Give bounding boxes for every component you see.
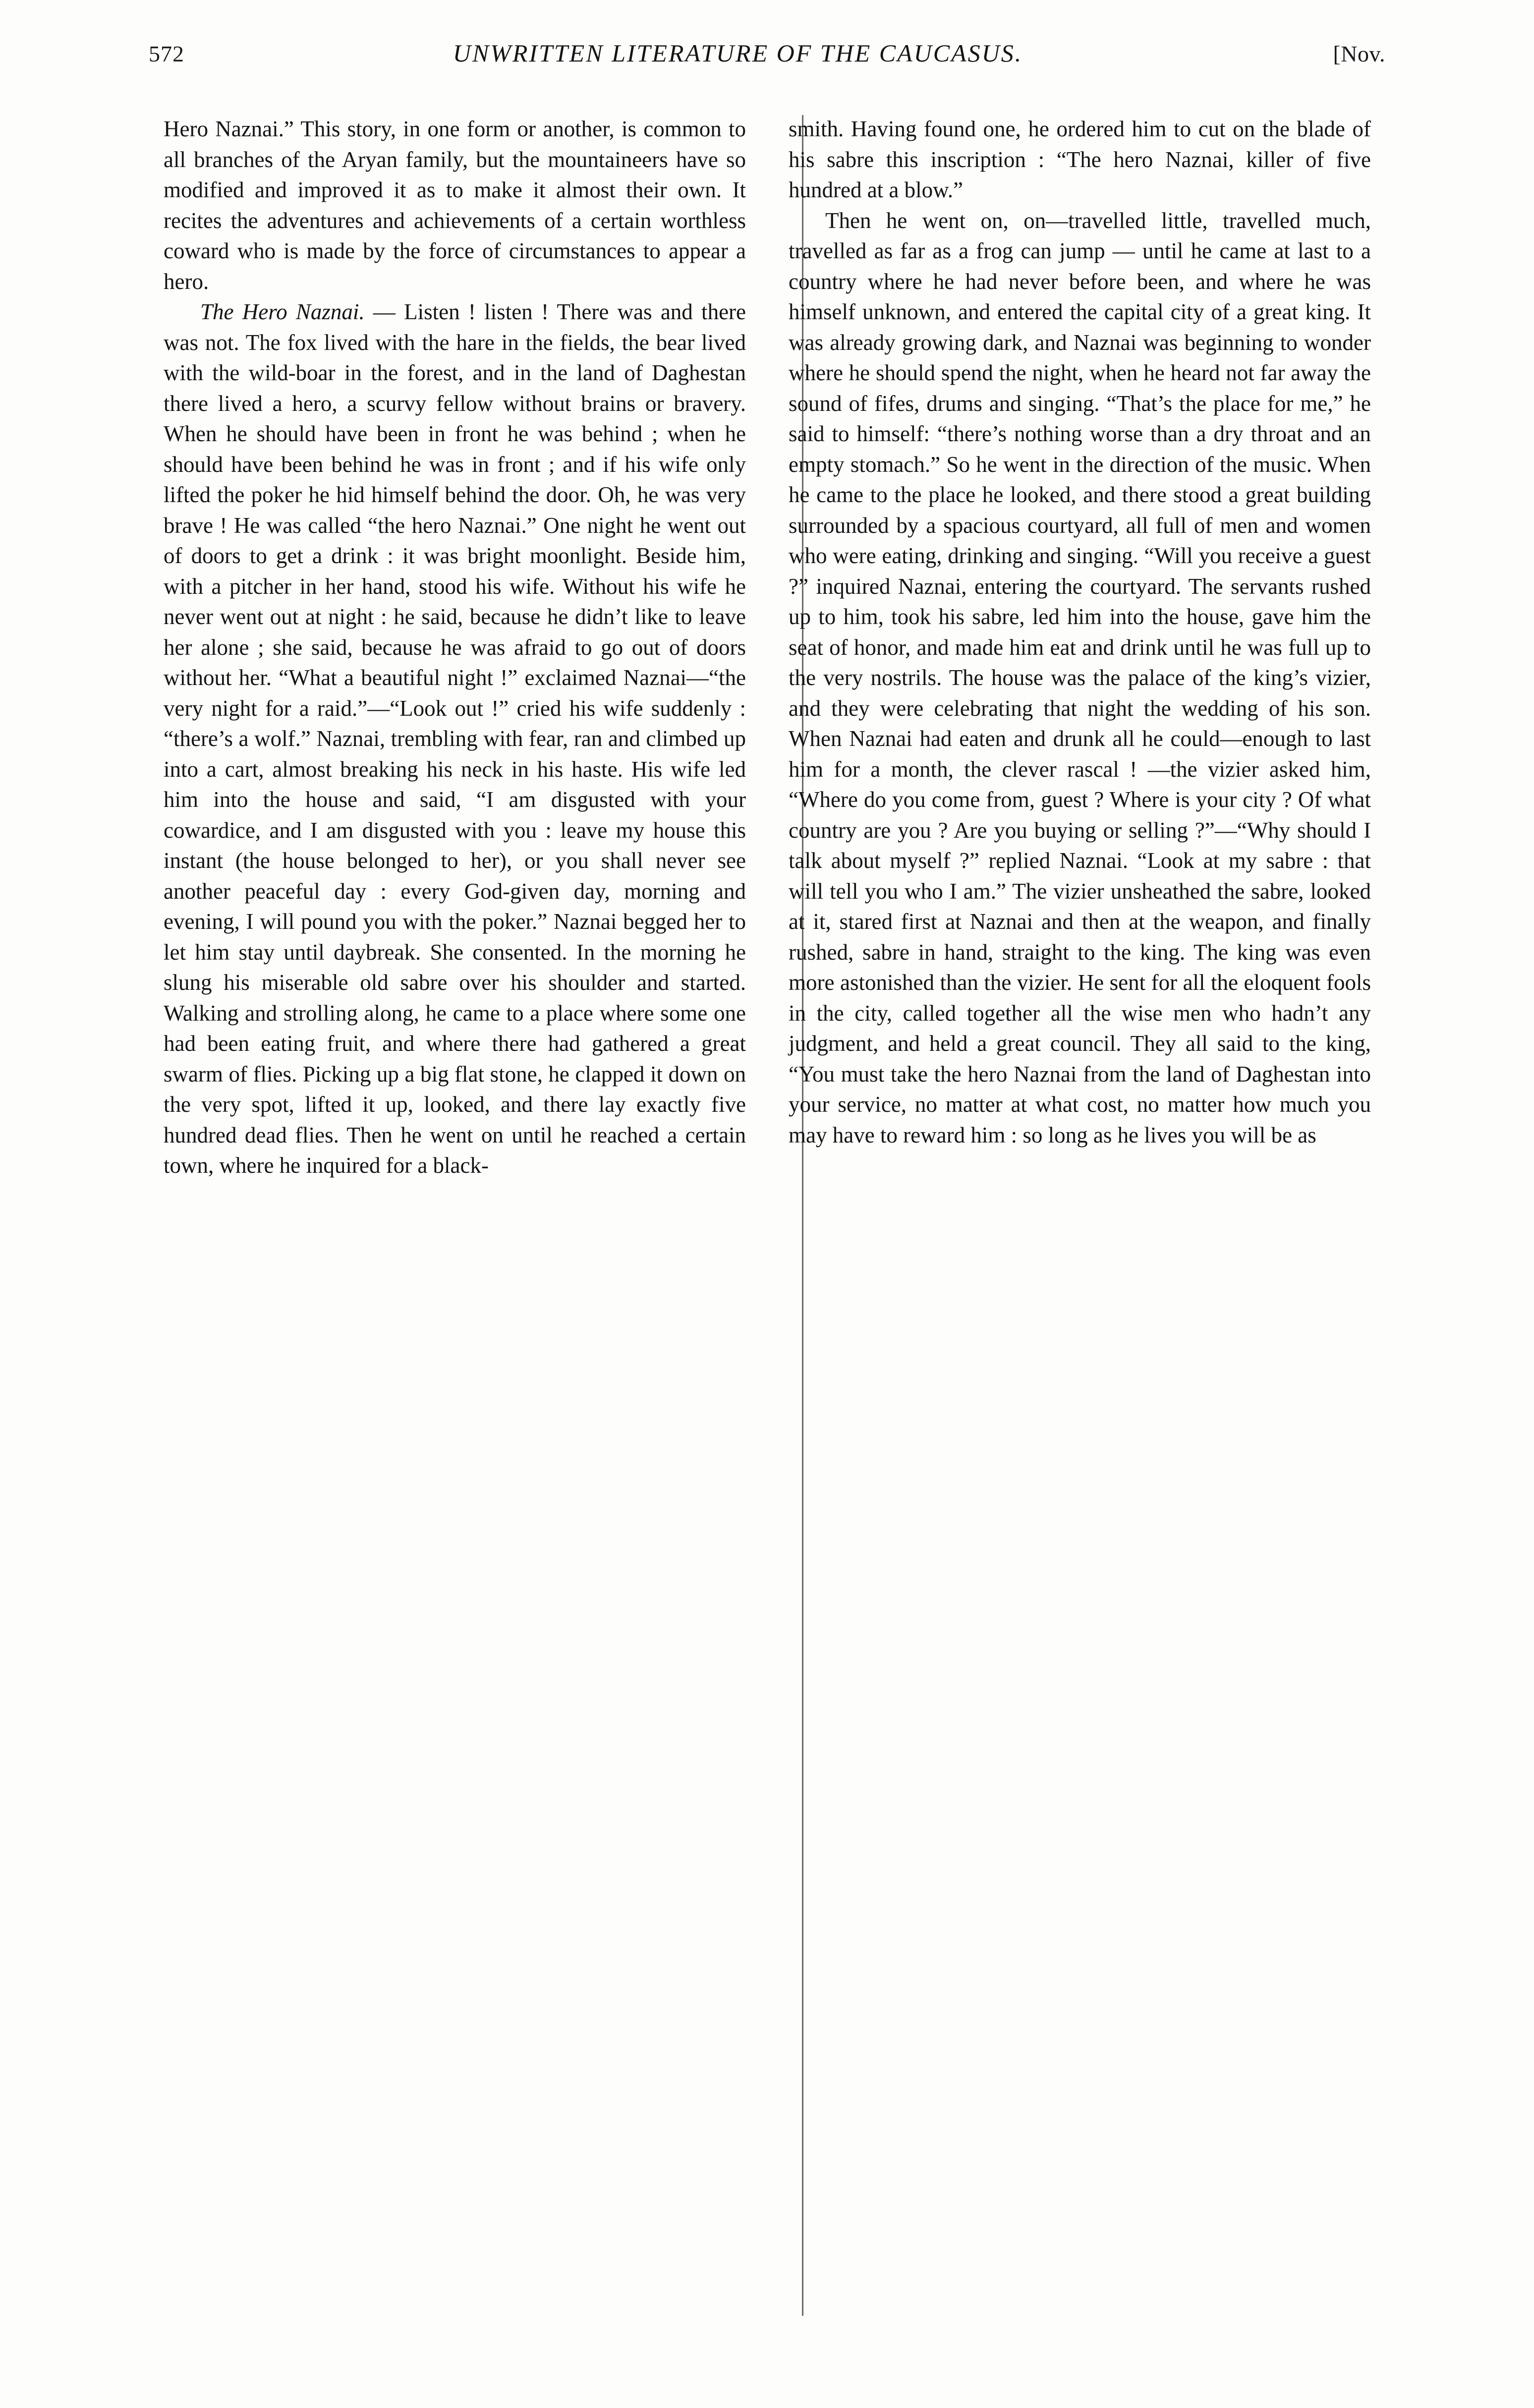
running-title: UNWRITTEN LITERATURE OF THE CAUCASUS.: [453, 39, 1023, 67]
paragraph-journey: Then he went on, on—travelled little, travelled much, travelled as far as a frog can jump — until he came at last to a country where he had never before been, and where he was himself unknown, and entered the capital city of a great king. It was already growing dark, and Naznai was beginning to wonder where he should spend the night, when he heard not far away the sound of fifes, drums and singing. “That’s the place for me,” he said to himself: “there’s nothing worse than a dry throat and an empty stomach.” So he went in the direction of the music. When he came to the place he looked, and there stood a great building surrounded by a spacious courtyard, all full of men and women who were eating, drinking and singing. “Will you receive a guest ?” inquired Naznai, entering the courtyard. The servants rushed up to him, took his sabre, led him into the house, gave him the seat of honor, and made him eat and drink until he was full up to the very nostrils. The house was the palace of the king’s vizier, and they were celebrating that night the wedding of his son. When Naznai had eaten and drunk all he could—enough to last him for a month, the clever rascal ! —the vizier asked him, “Where do you come from, guest ? Where is your city ? Of what country are you ? Are you buying or selling ?”—“Why should I talk about myself ?” replied Naznai. “Look at my sabre : that will tell you who I am.” The vizier unsheathed the sabre, looked at it, stared first at Naznai and then at the weapon, and finally rushed, sabre in hand, straight to the king. The king was even more astonished than the vizier. He sent for all the eloquent fools in the city, called together all the wise men who hadn’t any judgment, and held a great council. They all said to the king, “You must take the hero Naznai from the land of Daghestan into your service, no matter at what cost, no matter how much you may have to reward him : so long as he lives you will be as: [789, 208, 1371, 1147]
right-column: [789, 114, 1371, 2349]
text-body: [164, 114, 1385, 2349]
paragraph-smith: smith. Having found one, he ordered him to cut on the blade of his sabre this inscription : “The hero Naznai, killer of five hundred at a blow.”: [789, 116, 1371, 202]
issue-month: [Nov.: [1333, 41, 1385, 66]
story-title: The Hero Naznai.: [200, 299, 365, 324]
story-text: — Listen ! listen ! There was and there was not. The fox lived with the hare in the fields, the bear lived with the wild-boar in the forest, and in the land of Daghestan there lived a hero, a scurvy fellow without brains or bravery. When he should have been in front he was behind ; when he should have been behind he was in front ; and if his wife only lifted the poker he hid himself behind the door. Oh, he was very brave ! He was called “the hero Naznai.” One night he went out of doors to get a drink : it was bright moonlight. Beside him, with a pitcher in her hand, stood his wife. Without his wife he never went out at night : he said, because he didn’t like to leave her alone ; she said, because he was afraid to go out of doors without her. “What a beautiful night !” exclaimed Naznai—“the very night for a raid.”—“Look out !” cried his wife suddenly : “there’s a wolf.” Naznai, trembling with fear, ran and climbed up into a cart, almost breaking his neck in his haste. His wife led him into the house and said, “I am disgusted with your cowardice, and I am disgusted with you : leave my house this instant (the house belonged to her), or you shall never see another peaceful day : every God-given day, morning and evening, I will pound you with the poker.” Naznai begged her to let him stay until daybreak. She consented. In the morning he slung his miserable old sabre over his shoulder and started. Walking and strolling along, he came to a place where some one had been eating fruit, and where there had gathered a great swarm of flies. Picking up a big flat stone, he clapped it down on the very spot, lifted it up, looked, and there lay exactly five hundred dead flies. Then he went on until he reached a certain town, where he inquired for a black-: [164, 299, 746, 1178]
paragraph-continued: Hero Naznai.” This story, in one form or another, is common to all branches of the Aryan family, but the mountaineers have so modified and improved it as to make it almost their own. It recites the adventures and achievements of a certain worthless coward who is made by the force of circumstances to appear a hero.: [164, 116, 746, 294]
running-head: [149, 39, 1385, 73]
paragraph-hero-naznai: [164, 297, 746, 1181]
left-column: [164, 114, 746, 2349]
page-number: 572: [149, 41, 184, 66]
